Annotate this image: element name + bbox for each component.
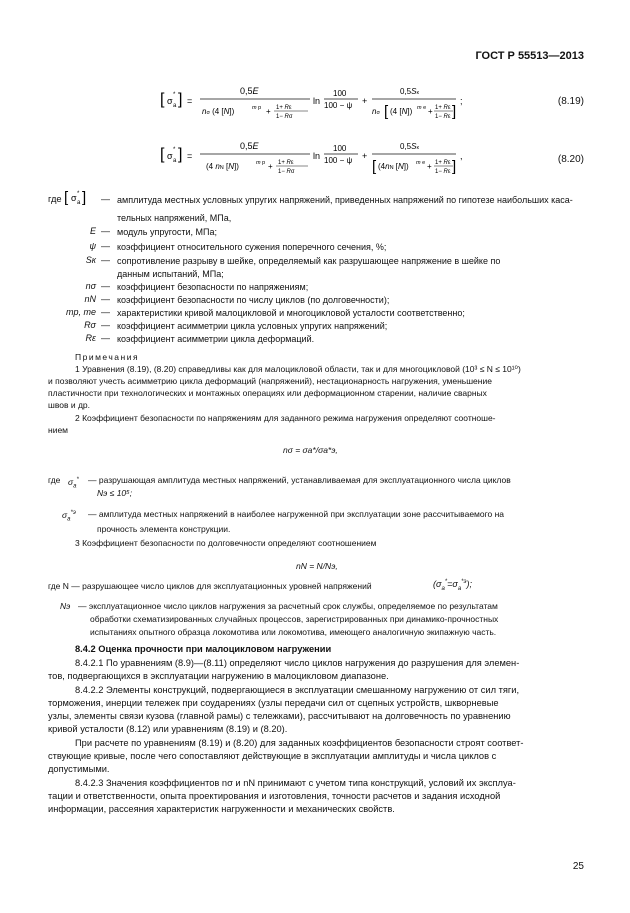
svg-text:(4nN [N]): (4nN [N]) <box>378 162 409 171</box>
p2-line3: узлы, элементы связи кузова (главной рамы) с тележками), рассчитывают на долговечность по уравнению <box>48 711 511 721</box>
svg-text:[: [ <box>160 146 165 163</box>
svg-text:m p: m p <box>256 160 266 166</box>
svg-text:]: ] <box>82 189 87 206</box>
svg-text:=: = <box>187 151 193 161</box>
def-nN-text: коэффициент безопасности по числу циклов (по долговечности); <box>117 295 390 305</box>
p2-line4: кривой усталости (8.12) или уравнениям (8.19) и (8.20). <box>48 724 288 734</box>
equation-8-20 <box>160 137 480 189</box>
standard-header: ГОСТ Р 55513—2013 <box>475 50 584 62</box>
svg-text:*: * <box>173 92 176 98</box>
p2-line1: 8.4.2.2 Элементы конструкций, подвергающиеся в эксплуатации смешанному нагружению от сил тяги, <box>75 685 520 695</box>
svg-text:m p: m p <box>252 105 262 111</box>
note1-line3: пластичности при технологических и монтажных операциях или деформационном старении, наличие сварных <box>48 388 487 398</box>
svg-text:0,5E: 0,5E <box>240 141 259 151</box>
svg-text:1− Rσ: 1− Rσ <box>276 114 293 120</box>
svg-text:]: ] <box>178 146 183 163</box>
def-symbol-Rsigma: Rσ <box>84 320 96 330</box>
def-psi-text: коэффициент относительного сужения поперечного сечения, %; <box>117 242 387 252</box>
svg-text:[: [ <box>384 103 389 120</box>
equation-number-8-19: (8.19) <box>557 96 584 107</box>
note3-def2-line1: — эксплуатационное число циклов нагружения за расчетный срок службы, определяемое по результатам <box>78 601 498 611</box>
note2-line1: 2 Коэффициент безопасности по напряжениям для заданного режима нагружения определяют соотноше- <box>75 413 496 423</box>
svg-text:[: [ <box>372 158 377 175</box>
dash: — <box>101 226 110 236</box>
svg-text:1+ Rε: 1+ Rε <box>276 105 292 111</box>
note3-def2-symbol: Nэ <box>60 601 71 611</box>
svg-text:+: + <box>428 107 433 116</box>
def-symbol-Reps: Rε <box>85 333 96 343</box>
def-nsigma-text: коэффициент безопасности по напряжениям; <box>117 282 309 292</box>
svg-text:*: * <box>173 147 176 153</box>
note3-def1: где N — разрушающее число циклов для эксплуатационных уровней напряжений <box>48 581 372 591</box>
svg-text:1− Rσ: 1− Rσ <box>278 169 295 175</box>
svg-text:a: a <box>173 158 177 164</box>
dash: — <box>101 307 110 317</box>
sigma-bracket-symbol <box>64 187 98 207</box>
equation-number-8-20: (8.20) <box>557 154 584 165</box>
p1-line2: тов, подвергающихся в эксплуатации нагружению в малоцикловом диапазоне. <box>48 671 389 681</box>
note3-def2-line3: испытаниях опытного образца локомотива или локомотива, имеющего аналогичную экипажную часть. <box>90 627 497 637</box>
p4-line2: тации и ответственности, опыта проектирования и изготовления, точности расчетов и задания исходной <box>48 791 501 801</box>
svg-text:nσ (4 [N]): nσ (4 [N]) <box>202 107 235 116</box>
def-Sk-cont: данным испытаний, МПа; <box>117 269 224 279</box>
note3-formula: nN = N/Nэ, <box>296 561 338 571</box>
sigma-equality-symbol: $(\sigma_a^*=\sigma_a^{*э})$; <box>433 579 472 592</box>
sigma-symbol: σ <box>167 96 173 106</box>
svg-text:1− Rε: 1− Rε <box>435 114 451 120</box>
svg-text:1+ Rε: 1+ Rε <box>278 160 294 166</box>
p3-line1: При расчете по уравнениям (8.19) и (8.20) для заданных коэффициентов безопасности строят соответ- <box>75 738 524 748</box>
svg-text:100: 100 <box>333 89 347 98</box>
note2-formula: nσ = σa*/σa*э, <box>283 445 338 455</box>
sigma-a-star-symbol: $\sigma_a^*$ <box>68 476 79 490</box>
svg-text:+: + <box>362 151 368 161</box>
note2-def1-line1: — разрушающая амплитуда местных напряжений, устанавливаемая для эксплуатационного числа циклов <box>88 475 511 485</box>
svg-text:100: 100 <box>333 144 347 153</box>
def-symbol-psi: ψ <box>89 241 96 251</box>
note2-def1-line2: Nэ ≤ 10⁵; <box>97 488 133 498</box>
sigma-a-star-e-symbol: $\sigma_a^{*э}$ <box>62 509 76 523</box>
def-symbol-Sk: Sк <box>85 255 96 265</box>
svg-text:100 − ψ: 100 − ψ <box>324 156 353 165</box>
svg-text:]: ] <box>452 103 457 120</box>
svg-text:*: * <box>77 191 80 197</box>
svg-text:+: + <box>427 162 432 171</box>
def-sigma-text: амплитуда местных условных упругих напряжений, приведенных напряжений по гипотезе наибольших каса- <box>117 195 573 205</box>
svg-text:+: + <box>266 107 271 116</box>
svg-text:]: ] <box>452 158 457 175</box>
def-symbol-E: E <box>89 226 96 236</box>
note3-line: 3 Коэффициент безопасности по долговечности определяют соотношением <box>75 538 377 548</box>
dash: — <box>101 255 110 265</box>
svg-text:nσ: nσ <box>372 107 380 116</box>
def-symbol-m: mp, mе <box>65 307 96 317</box>
note2-def2-line1: — амплитуда местных напряжений в наиболее нагруженной при эксплуатации зоне рассчитываемого на <box>88 509 505 519</box>
p3-line3: допустимыми. <box>48 764 110 774</box>
def-Reps-text: коэффициент асимметрии цикла деформаций. <box>117 334 315 344</box>
svg-text:a: a <box>77 200 81 206</box>
svg-text:[: [ <box>160 91 165 108</box>
svg-text:(4 nN [N]): (4 nN [N]) <box>206 162 239 171</box>
dash: — <box>101 281 110 291</box>
svg-text:[: [ <box>64 189 69 206</box>
svg-text:1+ Rε: 1+ Rε <box>435 160 451 166</box>
note1-line2: и позволяют учесть асимметрию цикла деформаций (напряжений), нестационарность нагружения, уменьшение <box>48 376 492 386</box>
svg-text:1− Rε: 1− Rε <box>435 169 451 175</box>
svg-text:(4 [N]): (4 [N]) <box>390 107 413 116</box>
def-symbol-nsigma: nσ <box>85 281 96 291</box>
svg-text:+: + <box>268 162 273 171</box>
def-symbol-nN: nN <box>84 294 96 304</box>
def-m-text: характеристики кривой малоцикловой и многоцикловой усталости соответственно; <box>117 308 465 318</box>
def-Rsigma-text: коэффициент асимметрии цикла условных упругих напряжений; <box>117 321 388 331</box>
svg-text:σ: σ <box>71 193 77 203</box>
dash: — <box>101 333 110 343</box>
svg-text:0,5Sк: 0,5Sк <box>400 87 419 96</box>
dash: — <box>101 194 110 204</box>
def-Sk-text: сопротивление разрыву в шейке, определяемый как разрушающее напряжение в шейке по <box>117 256 501 266</box>
dash: — <box>101 320 110 330</box>
dash: — <box>101 241 110 251</box>
svg-text:,: , <box>460 151 463 161</box>
p2-line2: торможения, инерции тележек при соударениях (узлы передачи сил от сцепных устройств, шкворневые <box>48 698 499 708</box>
svg-text:a: a <box>173 103 177 109</box>
notes-title: Примечания <box>75 352 140 362</box>
svg-text:m e: m e <box>417 105 427 111</box>
svg-text:σ: σ <box>167 151 173 161</box>
dash: — <box>101 294 110 304</box>
equation-8-19 <box>160 82 480 134</box>
svg-text:0,5Sк: 0,5Sк <box>400 142 419 151</box>
svg-text:ln: ln <box>313 151 321 161</box>
note1-line1: 1 Уравнения (8.19), (8.20) справедливы как для малоцикловой области, так и для многоцикловой (10³ ≤ N ≤ 10¹⁰) <box>75 364 521 374</box>
svg-text:;: ; <box>460 96 463 106</box>
page-number: 25 <box>572 861 584 872</box>
note3-def2-line2: обработки схематизированных случайных процессов, зарегистрированных при динамико-прочностных <box>90 614 499 624</box>
svg-text:]: ] <box>178 91 183 108</box>
def-sigma-cont: тельных напряжений, МПа, <box>117 213 232 223</box>
svg-text:m e: m e <box>416 160 426 166</box>
note2-where: где <box>48 475 61 485</box>
def-E-text: модуль упругости, МПа; <box>117 227 217 237</box>
note1-line4: швов и др. <box>48 400 91 410</box>
svg-text:=: = <box>187 96 193 106</box>
svg-text:+: + <box>362 96 368 106</box>
where-word: где <box>48 194 62 204</box>
svg-text:ln: ln <box>313 96 321 106</box>
section-heading: 8.4.2 Оценка прочности при малоцикловом нагружении <box>75 644 332 654</box>
eq819-numerator-1: 0,5E <box>240 86 259 96</box>
p3-line2: ствующие кривые, после чего сопоставляют действующие в эксплуатации амплитуды и числа циклов с <box>48 751 497 761</box>
p4-line3: информации, рассеяния характеристик нагруженности и механических свойств. <box>48 804 395 814</box>
p4-line1: 8.4.2.3 Значения коэффициентов nσ и nN принимают с учетом типа конструкций, условий их эксплуа- <box>75 778 516 788</box>
note2-def2-line2: прочность элемента конструкции. <box>97 524 231 534</box>
svg-text:100 − ψ: 100 − ψ <box>324 101 353 110</box>
svg-text:1+ Rε: 1+ Rε <box>435 105 451 111</box>
p1-line1: 8.4.2.1 По уравнениям (8.9)—(8.11) определяют число циклов нагружения до разрушения для элемен- <box>75 658 520 668</box>
note2-line2: нием <box>48 425 69 435</box>
